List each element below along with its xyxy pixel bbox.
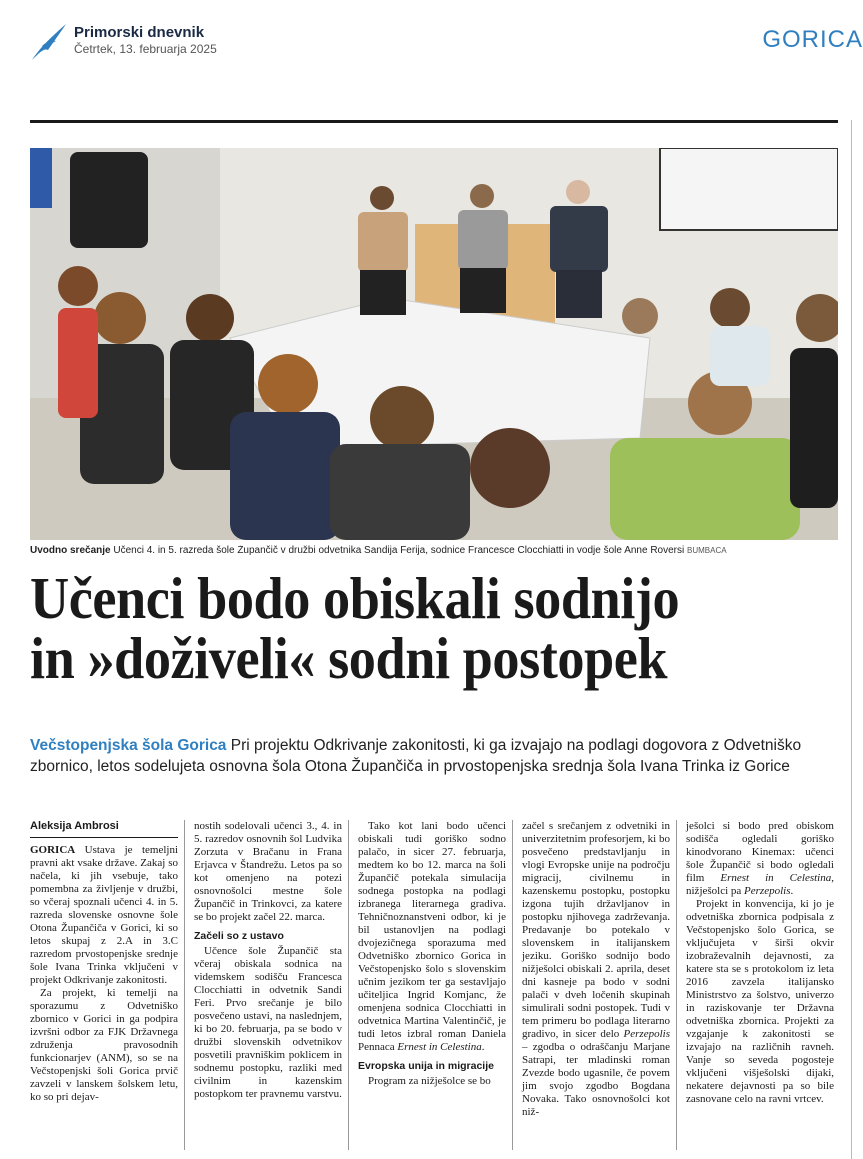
- body-paragraph: Program za nižješolce se bo: [368, 1075, 491, 1087]
- column-divider: [676, 820, 677, 1150]
- body-paragraph: [30, 844, 178, 987]
- body-paragraph: [686, 820, 834, 898]
- column-divider: [512, 820, 513, 1150]
- headline-line-1: Učenci bodo obiskali sodnijo: [30, 565, 680, 631]
- book-title: Perzepolis: [623, 1028, 670, 1040]
- paragraph-text: , nižješolci pa: [686, 872, 834, 897]
- body-column-3: [358, 820, 506, 1088]
- dateline: GORICA: [30, 844, 76, 856]
- lead-text: Pri projektu Odkrivanje zakonitosti, ki ga izvajajo na podlagi dogovora z Odvetniško zbornico, letos sodelujeta osnovna šola Otona Župančiča in prvostopenjska srednja šola Ivana Trinka iz Gorice: [30, 737, 802, 775]
- subheading: Začeli so z ustavo: [194, 930, 284, 942]
- body-paragraph: Učence šole Župančič sta včeraj obiskala sodnica na videmskem sodišču Francesca Clocchiatti in odvetnik Sandi Feri. Prvo srečanje je bilo posvečeno ustavi, na naslednjem, ki bo 20. februarja, pa se bodo v družbi slovenskih odvetnikov posvetili pravniškim poklicem in sodnemu postopku, razliki med civilnim in kazenskim postopkom ter pravnemu varstvu.: [194, 945, 342, 1100]
- article-photo: [30, 148, 838, 540]
- lead-kicker: Večstopenjska šola Gorica: [30, 737, 227, 754]
- paragraph-text: Tako kot lani bodo učenci obiskali tudi goriško sodno palačo, in sicer 27. februarja, medtem ko bo 12. marca na šoli Župančič potekala simulacija sodnega postopka na podlagi izbranega literarnega gradiva. Tehničnoznanstveni odbor, ki je bil ustanovljen na podlagi dvojezičnega sporazuma med Odvetniško zbornico Gorica in Večstopenjsko šolo s slovenskim učnim jezikom ter ga sestavljajo učiteljica Ingrid Komjanc, že omenjena sodnica Clocchiatti in odvetnica Martina Valentinčič, je tudi letos izbral roman Daniela Pennaca: [358, 820, 506, 1053]
- photo-credit: BUMBACA: [687, 546, 727, 555]
- body-column-5: [686, 820, 834, 1106]
- film-title: Ernest in Celestina: [720, 872, 832, 884]
- paragraph-text: ješolci si bodo pred obiskom sodišča ogledali goriško kinodvorano Kinemax: učenci šole Župančič si bodo ogledali film: [686, 820, 834, 884]
- body-column-4: [522, 820, 670, 1119]
- author-byline: Aleksija Ambrosi: [30, 820, 178, 838]
- film-title: Perzepolis: [744, 885, 791, 897]
- body-paragraph: Projekt in konvencija, ki jo je odvetniška zbornica podpisala z Večstopenjsko šolo Gorica, se vključujeta v širši okvir izobraževalnih dejavnosti, za katere sta se s protokolom iz leta 2016 zavzela italijansko Ministrstvo za šolstvo, univerzo in raziskovanje ter Državna odvetniška zbornica. Projekti za vzgajanje k zakonitosti se izvajajo na različnih ravneh. Vanje so seveda pogosteje vključeni višješolski dijaki, nekatere dejavnosti pa so bile zasnovane celo na ravni vrtcev.: [686, 898, 834, 1105]
- paragraph-text: Ustava je temeljni pravni akt vsake države. Zakaj so načela, ki jih vsebuje, tako pomembna za življenje v družbi, so včeraj spoznali učenci 4. in 5. razreda slovenske osnovne šole Otona Župančiča v Gorici, ki so letos skupaj z 2.A in 3.C razredom prvostopenjske srednje šole Ivana Trinka vključeni v projekt Odkrivanje zakonitosti.: [30, 844, 178, 986]
- page-edge-rule: [851, 120, 852, 1159]
- column-divider: [348, 820, 349, 1150]
- paragraph-text: .: [481, 1041, 485, 1053]
- headline: [30, 565, 773, 691]
- photo-caption: [30, 545, 838, 557]
- seagull-logo-icon: [30, 22, 68, 62]
- book-title: Ernest in Celestina: [397, 1041, 482, 1053]
- top-rule: [30, 120, 838, 123]
- paragraph-text: začel s srečanjem z odvetniki in univerzitetnim profesorjem, ki bo posvečeno predstavljanju in vlogi Evropske unije na področju migracij, civilnemu in kazenskemu postopku, postopku izgona tujih državljanov in postopku njihovega zadrževanja. Predavanje bo potekalo v slovenskem in italijanskem jeziku. Goriško sodnijo bodo nižješolci obiskali 2. aprila, deset dni kasneje pa bodo v sodni palači v dveh ločenih skupinah simulirali sodni postopek. Tudi v tem primeru bo podlaga literarno gradivo, in sicer delo: [522, 820, 670, 1040]
- column-divider: [184, 820, 185, 1150]
- caption-text: Učenci 4. in 5. razreda šole Župančič v družbi odvetnika Sandija Ferija, sodnice Francesce Clocchiatti in vodje šole Anne Roversi: [113, 545, 685, 556]
- classroom-photo-illustration: [30, 148, 838, 540]
- paragraph-text: .: [790, 885, 794, 897]
- paper-name: Primorski dnevnik: [74, 24, 205, 41]
- body-column-1: [30, 820, 178, 1104]
- caption-title: Uvodno srečanje: [30, 545, 111, 556]
- section-tag: GORICA: [762, 26, 863, 53]
- issue-date: Četrtek, 13. februarja 2025: [74, 42, 217, 56]
- headline-line-2: in »doživeli« sodni postopek: [30, 625, 668, 691]
- lead-paragraph: [30, 735, 838, 777]
- subheading: Evropska unija in migracije: [358, 1060, 494, 1072]
- body-paragraph: [522, 820, 670, 1119]
- paragraph-text: – zgodba o odraščanju Marjane Satrapi, ter mladinski roman Zvezde bodo ugasnile, če povem jim svojo zgodbo Bogdana Novaka. Tako osnovnošolci kot niž-: [522, 1041, 670, 1118]
- body-paragraph: [358, 820, 506, 1054]
- body-paragraph: nostih sodelovali učenci 3., 4. in 5. razredov osnovnih šol Ludvika Zorzuta v Bračanu in Frana Erjavca v Štandrežu. Letos pa so kot omenjeno na potezi osnovnošolci mestne šole Župančič in Trinkovci, za katere se bo projekt začel 22. marca.: [194, 820, 342, 923]
- body-column-2: [194, 820, 342, 1101]
- body-paragraph: Za projekt, ki temelji na sporazumu z Odvetniško zbornico v Gorici in ga podpira izvršni odbor za FJK Državnega združenja pravosodnih funkcionarjev (ANM), so se na Večstopenjski šoli Gorica prvič zavzeli v lanskem šolskem letu, ko so pri dejav-: [30, 987, 178, 1103]
